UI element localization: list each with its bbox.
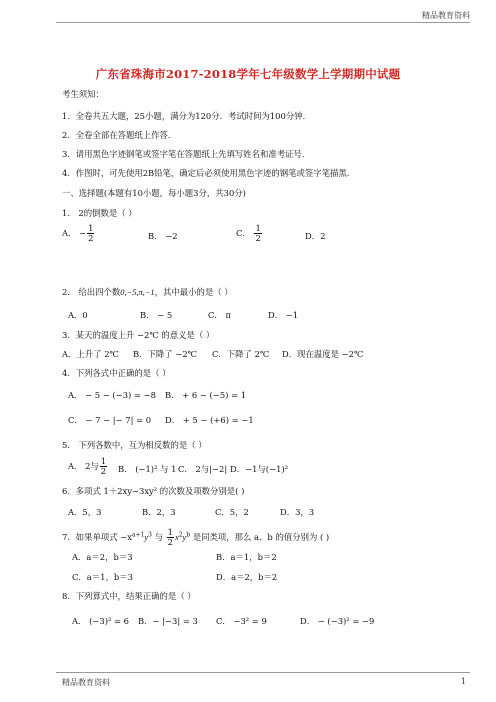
question-1-option-a: A． − $\frac{1}{2}$ — [62, 223, 94, 244]
question-3-option-d: D．现在温度是 −2℃ — [282, 349, 364, 359]
question-7-stem: 7．如果单项式 $-x^{a+1}y^3$ 与 $\frac{1}{2}$ $x^2y^b$ 是同类项，那么 a、b 的值分别为 ( ) — [62, 527, 330, 548]
question-8-option-d: D． − (−3)² = −9 — [300, 616, 375, 626]
question-3-option-a: A．上升了 2℃ — [62, 349, 119, 359]
page-title: 广东省珠海市2017-2018学年七年级数学上学期期中试题 — [95, 67, 401, 81]
question-8-option-b: B．− |−3| = 3 — [138, 616, 198, 626]
footer-label: 精品教育资料 — [62, 678, 110, 687]
question-8-option-c: C． −3² = 9 — [216, 616, 267, 626]
question-7-option-a: A．a＝2，b＝3 — [72, 552, 133, 562]
section-heading: 一、选择题(本题有10小题，每小题3分，共30分) — [62, 188, 246, 198]
question-4-stem: 4．下列各式中正确的是（ ） — [62, 368, 171, 378]
header-label: 精品教育资料 — [422, 11, 470, 20]
question-1-option-c: C． $\frac{1}{2}$ — [236, 223, 261, 244]
header-divider — [56, 22, 470, 23]
question-5-option-b: B． (−1)² 与 1 — [118, 464, 177, 474]
question-4-option-a: A． − 5 − (−3) = −8 — [68, 390, 157, 400]
question-2-stem: 2． 给出四个数0,−5,π,−1，其中最小的是（ ） — [62, 287, 233, 297]
question-5-stem: 5． 下列各数中，互为相反数的是（ ） — [62, 440, 207, 450]
question-6-option-d: D．3，3 — [280, 507, 315, 517]
question-2-option-b: B． − 5 — [140, 310, 173, 320]
notice-item-2: 2．全卷全部在答题纸上作答． — [62, 130, 177, 140]
question-5-option-d: D．−1与(−1)² — [230, 464, 289, 474]
question-4-option-d: D． + 5 − (+6) = −1 — [165, 415, 254, 425]
notice-heading: 考生须知： — [62, 89, 104, 99]
page-number: 1 — [460, 677, 466, 686]
question-2-option-a: A．0 — [68, 310, 88, 320]
question-6-option-c: C．5，2 — [215, 507, 249, 517]
question-5-option-c: C． 2与|−2| — [178, 464, 228, 474]
question-1-stem: 1． 2的倒数是（ ） — [62, 208, 137, 218]
question-8-option-a: A． (−3)² = 6 — [72, 616, 129, 626]
question-2-option-c: C． π — [208, 310, 231, 320]
question-6-option-a: A．5，3 — [68, 507, 102, 517]
notice-item-4: 4．作图时，可先使用2B铅笔，确定后必须使用黑色字迹的钢笔或签字笔描黑． — [62, 168, 356, 178]
question-2-option-d: D． −1 — [268, 310, 299, 320]
question-7-option-b: B．a＝1，b＝2 — [216, 552, 277, 562]
question-3-option-c: C．下降了 2℃ — [212, 349, 270, 359]
question-8-stem: 8．下列算式中，结果正确的是（ ） — [62, 591, 196, 601]
question-4-option-b: B． + 6 − (−5) = 1 — [165, 390, 247, 400]
notice-item-3: 3．请用黑色字迹钢笔或签字笔在答题纸上先填写姓名和准考证号． — [62, 149, 311, 159]
question-1-option-b: B． −2 — [148, 231, 178, 241]
question-6-option-b: B．2，3 — [142, 507, 176, 517]
question-7-option-c: C．a＝1，b＝3 — [72, 572, 133, 582]
question-3-option-b: B．下降了 −2℃ — [133, 349, 198, 359]
question-6-stem: 6．多项式 1＋2xy−3xy² 的次数及项数分别是( ) — [62, 486, 245, 496]
question-3-stem: 3．某天的温度上升 −2℃ 的意义是（ ） — [62, 330, 215, 340]
question-1-option-d: D．2 — [305, 231, 326, 241]
question-7-option-d: D．a＝2，b＝2 — [216, 572, 278, 582]
question-5-option-a: A． 2与 $\frac{1}{2}$ — [68, 456, 107, 477]
question-4-option-c: C． − 7 − |− 7| = 0 — [68, 415, 152, 425]
notice-item-1: 1．全卷共五大题，25小题，满分为120分．考试时间为100分钟． — [62, 111, 311, 121]
footer-divider — [56, 672, 470, 673]
